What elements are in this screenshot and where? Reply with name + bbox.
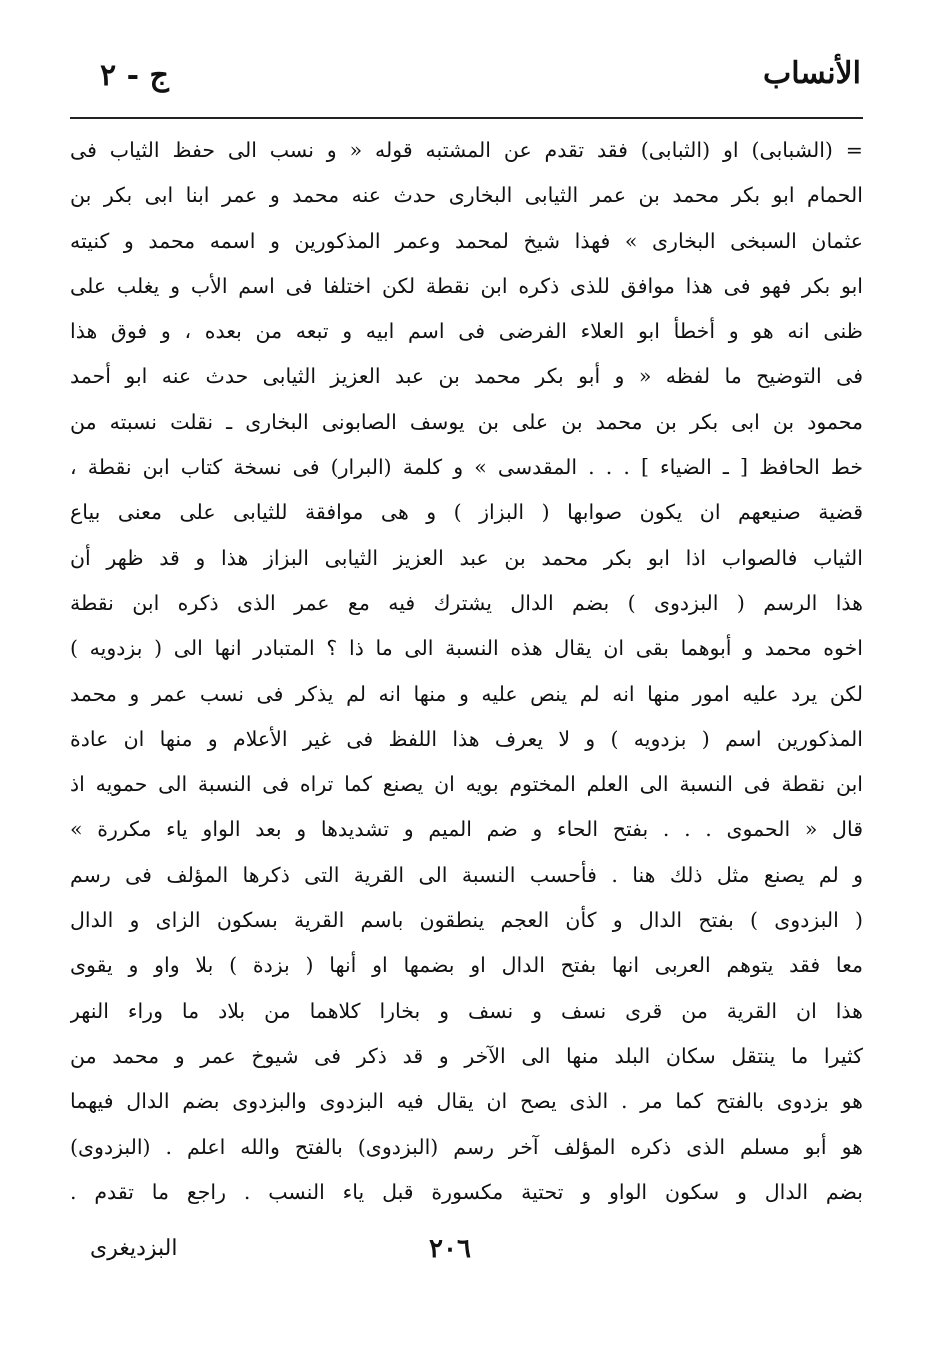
text-line: قال « الحموى . . . بفتح الحاء و ضم الميم و تشديدها و بعد الواو ياء مكررة » <box>70 817 863 842</box>
page-header <box>70 52 861 108</box>
page-number: ٢٠٦ <box>429 1234 471 1264</box>
text-line: = (الشبابى) او (الثبابى) فقد تقدم عن المشتبه قوله « و نسب الى حفظ الثياب فى <box>70 138 863 162</box>
running-title: الأنساب <box>763 56 861 91</box>
text-line: قضية صنيعهم ان يكون صوابها ( البزاز ) و هى موافقة للثيابى على معنى بياع <box>70 500 863 525</box>
catchword: البزديغرى <box>90 1236 178 1261</box>
header-rule <box>70 117 863 119</box>
text-line: فى التوضيح ما لفظه « و أبو بكر محمد بن عبد العزيز الثيابى حدث عنه ابو أحمد <box>70 364 863 389</box>
text-line: هو بزدوى بالفتح كما مر . الذى يصح ان يقال فيه البزدوى والبزدوى بضم الدال فيهما <box>70 1089 863 1114</box>
text-line: لكن يرد عليه امور منها انه لم ينص عليه و منها انه لم يذكر فى نسب عمر و محمد <box>70 681 863 706</box>
text-line: ( البزدوى ) بفتح الدال و كأن العجم ينطقون باسم القرية بسكون الزاى و الدال <box>70 908 863 933</box>
page-footer <box>70 1226 863 1286</box>
text-line: الحمام ابو بكر محمد بن عمر الثيابى البخارى حدث عنه محمد و عمر ابنا ابى بكر بن <box>70 183 863 208</box>
text-line: كثيرا ما ينتقل سكان البلد منها الى الآخر و قد ذكر فى شيوخ عمر و محمد من <box>70 1043 863 1068</box>
text-line: و لم يصنع مثل ذلك هنا . فأحسب النسبة الى القرية التى ذكرها المؤلف فى رسم <box>70 862 863 887</box>
text-line: هذا ان القرية من قرى نسف و نسف و بخارا كلاهما من بلاد ما وراء النهر <box>70 998 863 1023</box>
text-line: اخوه محمد و أبوهما بقى ان يقال هذه النسبة الى ما ذا ؟ المتبادر انها الى ( بزدويه ) <box>70 636 863 661</box>
text-line: المذكورين اسم ( بزدويه ) و لا يعرف هذا اللفظ فى غير الأعلام و منها ان عادة <box>70 726 863 751</box>
text-line: عثمان السبخى البخارى » فهذا شيخ لمحمد وعمر المذكورين و اسمه محمد و كنيته <box>70 228 863 253</box>
text-line: معا فقد يتوهم العربى انها بفتح الدال او بضمها او أنها ( بزدة ) بلا واو و يقوى <box>70 953 863 978</box>
text-line: ابن نقطة فى النسبة الى العلم المختوم بويه ان يصنع كما تراه فى النسبة الى حمويه اذ <box>70 772 863 797</box>
text-line: ابو بكر فهو فى هذا موافق للذى ذكره ابن نقطة لكن اختلفا فى اسم الأب و يغلب على <box>70 273 863 298</box>
text-line: هذا الرسم ( البزدوى ) بضم الدال يشترك فيه مع عمر الذى ذكره ابن نقطة <box>70 590 863 615</box>
text-line: بضم الدال و سكون الواو و تحتية مكسورة قبل ياء النسب . راجع ما تقدم . <box>70 1179 863 1204</box>
text-line: خط الحافظ [ ـ الضياء ] . . . المقدسى » و كلمة (البرار) فى نسخة كتاب ابن نقطة ، <box>70 455 863 480</box>
text-line: ظنى انه هو و أخطأ ابو العلاء الفرضى فى اسم ابيه و تبعه من بعده ، و فوق هذا <box>70 319 863 344</box>
text-line: الثياب فالصواب اذا ابو بكر محمد بن عبد العزيز الثيابى البزاز هذا و قد ظهر أن <box>70 545 863 570</box>
text-line: محمود بن ابى بكر بن محمد بن على بن يوسف الصابونى البخارى ـ نقلت نسبته من <box>70 409 863 434</box>
volume-number: ج - ٢ <box>100 58 169 93</box>
footnote-body <box>70 128 863 1215</box>
text-line: هو أبو مسلم الذى ذكره المؤلف آخر رسم (البزدوى) بالفتح والله اعلم . (البزدوى) <box>70 1134 863 1159</box>
